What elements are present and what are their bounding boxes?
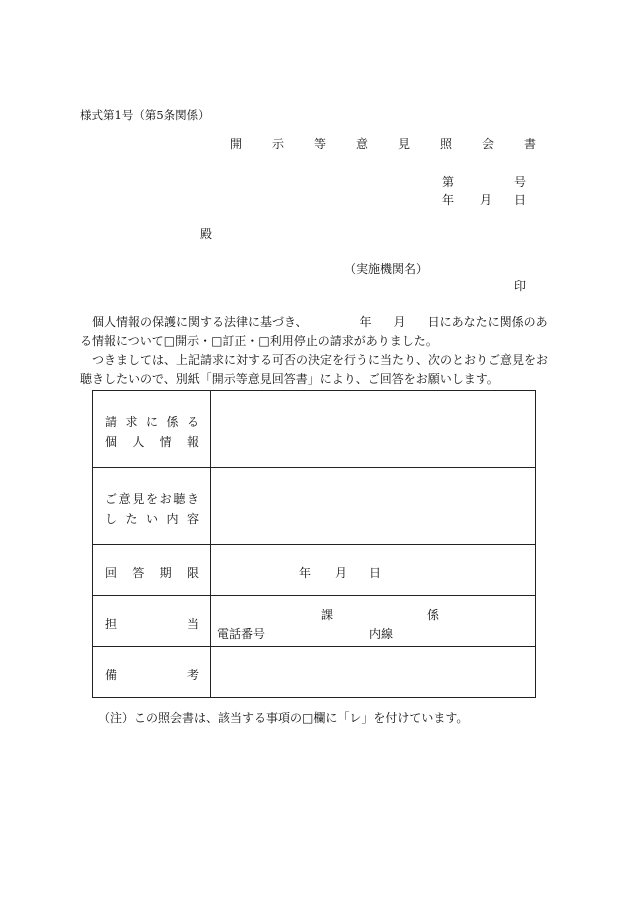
p1-month: 月 [393,315,406,329]
section-ka: 課 [321,608,334,622]
doc-number-suffix: 号 [514,175,527,189]
page-title: 開 示 等 意 見 照 会 書 [230,137,546,151]
row-personal-info [93,391,535,468]
seal-mark: 印 [514,279,527,293]
doc-number-prefix: 第 [442,175,455,189]
p1-line2: る情報について□開示・□訂正・□利用停止の請求がありました。 [80,334,438,348]
deadline-day: 日 [369,566,382,580]
body-paragraph-2 [80,351,550,389]
section-kakari: 係 [427,608,440,622]
label-remarks: 備 考 [105,668,199,682]
deadline-month: 月 [335,566,348,580]
deadline-year: 年 [299,566,312,580]
label-opinion-a: ご意見をお聴き [105,492,199,506]
form-number: 様式第1号（第5条関係） [80,108,210,122]
table-divider [210,391,211,697]
row-person-in-charge [93,596,535,647]
agency-label: （実施機関名） [344,262,429,276]
label-person-in-charge: 担 当 [105,617,199,631]
label-reply-deadline: 回答期限 [105,566,199,580]
p1-year: 年 [359,315,372,329]
label-personal-info-b: 個人情報 [105,435,199,449]
row-opinion-content [93,468,535,545]
row-remarks [93,647,535,698]
p1-start: 個人情報の保護に関する法律に基づき、 [80,315,308,329]
p2-line1: つきましては、上記請求に対する可否の決定を行うに当たり、次のとおりご意見をお [80,353,549,367]
date-day: 日 [514,193,527,207]
date-year: 年 [442,193,455,207]
row-reply-deadline [93,545,535,596]
label-opinion-b: したい内容 [105,512,199,526]
phone-label: 電話番号 [217,627,266,641]
p2-line2: 聴きしたいので、別紙「開示等意見回答書」により、ご回答をお願いします。 [80,372,499,386]
inquiry-table [92,390,536,698]
footnote: （注）この照会書は、該当する事項の□欄に「レ」を付けています。 [98,711,469,725]
p1-day-cont: 日にあなたに関係のあ [427,315,548,329]
body-paragraph-1 [80,313,550,351]
extension-label: 内線 [369,627,394,641]
label-personal-info-a: 請求に係る [105,415,199,429]
addressee-suffix: 殿 [200,227,213,241]
date-month: 月 [480,193,493,207]
